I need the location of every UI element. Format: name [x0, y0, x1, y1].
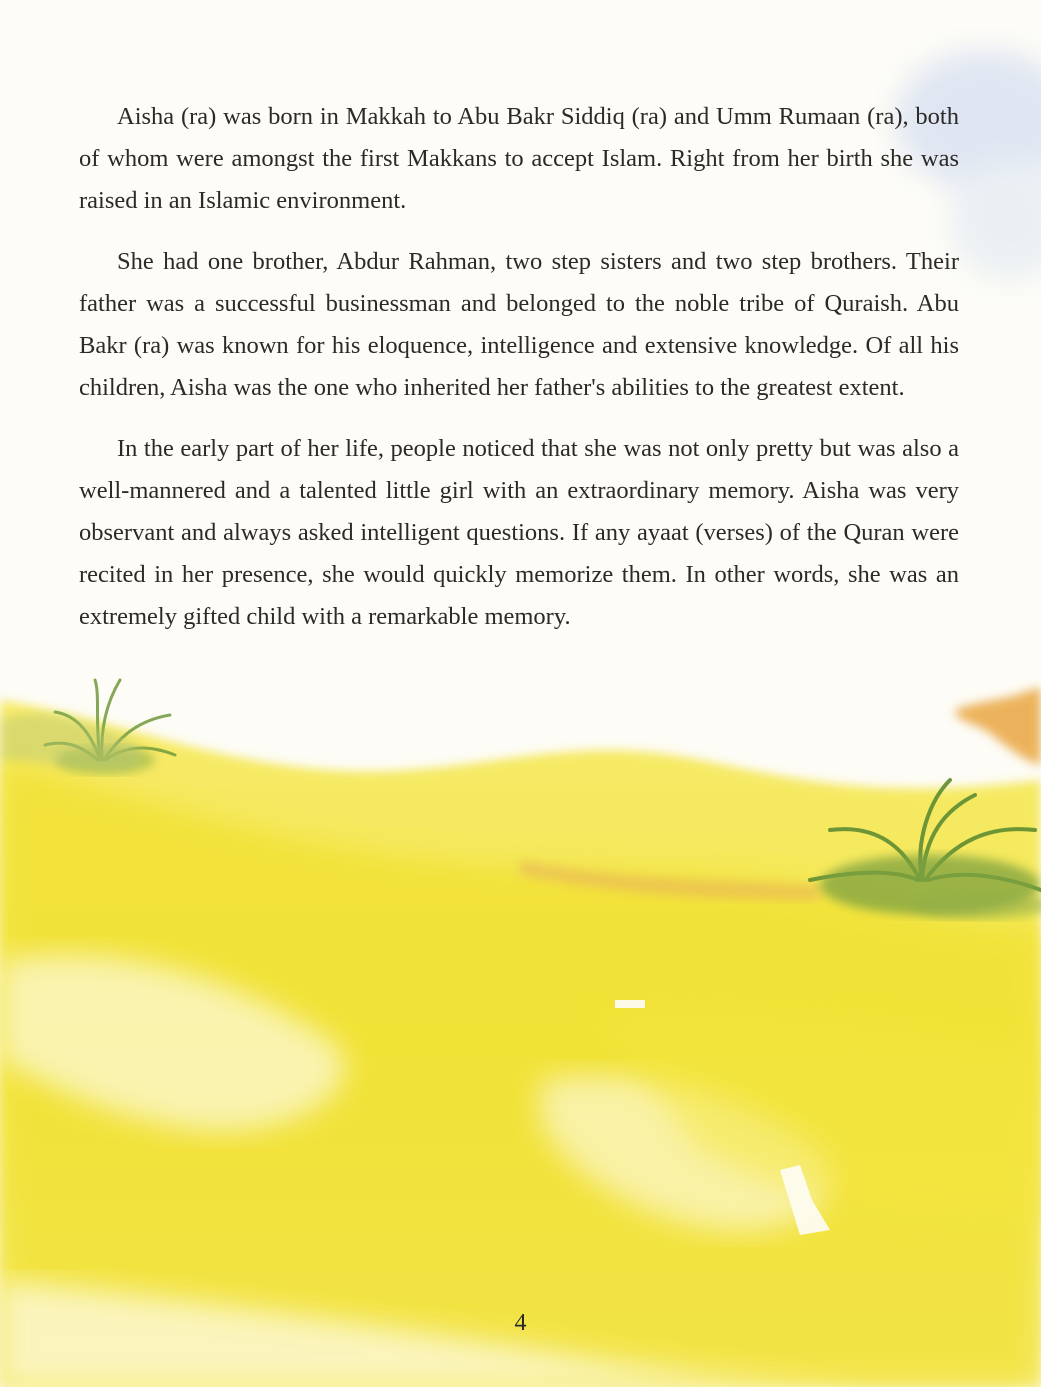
orange-rock: [955, 688, 1041, 765]
paragraph-1: Aisha (ra) was born in Makkah to Abu Bakr Siddiq (ra) and Umm Rumaan (ra), both of whom were amongst the first Makkans to accept Islam. Right from her birth she was raised in an Islamic environment.: [79, 103, 959, 214]
sand-dunes: [0, 700, 1041, 1387]
body-text: [79, 96, 959, 657]
page-number: 4: [514, 1310, 527, 1336]
paragraph-3: In the early part of her life, people noticed that she was not only pretty but was also a well-mannered and a talented little girl with an extraordinary memory. Aisha was very observant and always asked intelligent questions. If any ayaat (verses) of the Quran were recited in her presence, she would quickly memorize them. In other words, she was an extremely gifted child with a remarkable memory.: [79, 435, 959, 630]
paragraph-2: She had one brother, Abdur Rahman, two step sisters and two step brothers. Their father was a successful businessman and belonged to the noble tribe of Quraish. Abu Bakr (ra) was known for his eloquence, intelligence and extensive knowledge. Of all his children, Aisha was the one who inherited her father's abilities to the greatest extent.: [79, 248, 959, 401]
